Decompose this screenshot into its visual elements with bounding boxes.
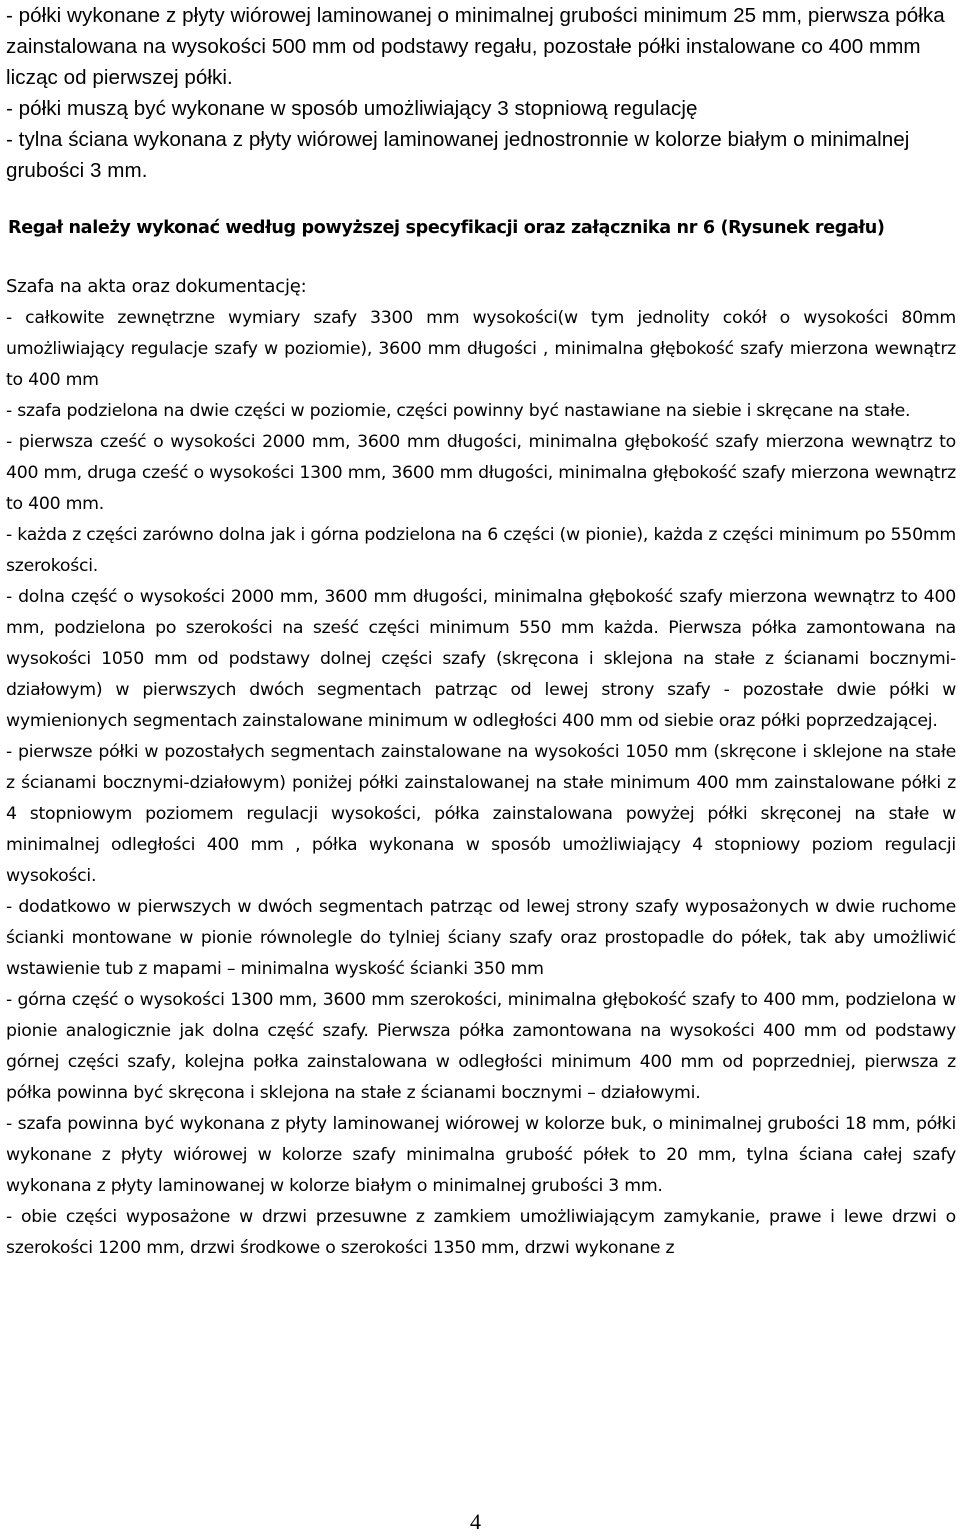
spec-paragraph: - tylna ściana wykonana z płyty wiórowej laminowanej jednostronnie w kolorze białym o minimalnej grubości 3 mm. bbox=[6, 128, 910, 182]
spec-paragraph: - półki wykonane z płyty wiórowej laminowanej o minimalnej grubości minimum 25 mm, pierwsza półka zainstalowana na wysokości 500 mm od podstawy regału, pozostałe półki instalowane co 400 mmm licząc od pierwszej półki. bbox=[6, 4, 945, 89]
shelf-spec-block bbox=[6, 0, 954, 186]
spec-paragraph: - obie części wyposażone w drzwi przesuwne z zamkiem umożliwiającym zamykanie, prawe i lewe drzwi o szerokości 1200 mm, drzwi środkowe o szerokości 1350 mm, drzwi wykonane z bbox=[6, 1207, 956, 1258]
spec-paragraph: - górna część o wysokości 1300 mm, 3600 mm szerokości, minimalna głębokość szafy to 400 mm, podzielona w pionie analogicznie jak dolna część szafy. Pierwsza półka zamontowana na wysokości 400 mm od podstawy górnej części szafy, kolejna połka zainstalowana w odległości minimum 400 mm od poprzedniej, pierwsza z półka powinna być skręcona i sklejona na stałe z ścianami bocznymi – działowymi. bbox=[6, 990, 956, 1103]
spec-paragraph: - szafa powinna być wykonana z płyty laminowanej wiórowej w kolorze buk, o minimalnej grubości 18 mm, półki wykonane z płyty wiórowej w kolorze szafy minimalna grubość półek to 20 mm, tylna ściana całej szafy wykonana z płyty laminowanej w kolorze białym o minimalnej grubości 3 mm. bbox=[6, 1114, 956, 1196]
page-number: 4 bbox=[470, 1509, 481, 1534]
bold-notice: Regał należy wykonać według powyższej specyfikacji oraz załącznika nr 6 (Rysunek regału) bbox=[8, 218, 885, 238]
spec-paragraph: - dolna część o wysokości 2000 mm, 3600 mm długości, minimalna głębokość szafy mierzona wewnątrz to 400 mm, podzielona po szerokości na sześć części minimum 550 mm każda. Pierwsza półka zamontowana na wysokości 1050 mm od podstawy dolnej części szafy (skręcona i sklejona na stałe z ścianami bocznymi-działowym) w pierwszych dwóch segmentach patrząc od lewej strony szafy - pozostałe dwie półki w wymienionych segmentach zainstalowane minimum w odległości 400 mm od siebie oraz półki poprzedzającej. bbox=[6, 587, 956, 731]
spec-paragraph: - dodatkowo w pierwszych w dwóch segmentach patrząc od lewej strony szafy wyposażonych w dwie ruchome ścianki montowane w pionie równolegle do tylniej ściany szafy oraz prostopadle do półek, tak aby umożliwić wstawienie tub z mapami – minimalna wyskość ścianki 350 mm bbox=[6, 897, 956, 979]
cabinet-spec-block bbox=[6, 303, 956, 1264]
spec-paragraph: - półki muszą być wykonane w sposób umożliwiający 3 stopniową regulację bbox=[6, 97, 698, 120]
spec-paragraph: - pierwsze półki w pozostałych segmentach zainstalowane na wysokości 1050 mm (skręcone i sklejone na stałe z ścianami bocznymi-działowym) poniżej półki zainstalowanej na stałe minimum 400 mm zainstalowane półki z 4 stopniowym poziomem regulacji wysokości, półka zainstalowana powyżej półki skręconej na stałe w minimalnej odległości 400 mm , półka wykonana w sposób umożliwiający 4 stopniowy poziom regulacji wysokości. bbox=[6, 742, 956, 886]
spec-paragraph: - pierwsza cześć o wysokości 2000 mm, 3600 mm długości, minimalna głębokość szafy mierzona wewnątrz to 400 mm, druga cześć o wysokości 1300 mm, 3600 mm długości, minimalna głębokość szafy mierzona wewnątrz to 400 mm. bbox=[6, 432, 956, 514]
section-title: Szafa na akta oraz dokumentację: bbox=[6, 276, 307, 297]
spec-paragraph: - całkowite zewnętrzne wymiary szafy 3300 mm wysokości(w tym jednolity cokół o wysokości 80mm umożliwiający regulacje szafy w poziomie), 3600 mm długości , minimalna głębokość szafy mierzona wewnątrz to 400 mm bbox=[6, 308, 956, 390]
spec-paragraph: - każda z części zarówno dolna jak i górna podzielona na 6 części (w pionie), każda z części minimum po 550mm szerokości. bbox=[6, 525, 956, 576]
spec-paragraph: - szafa podzielona na dwie części w poziomie, części powinny być nastawiane na siebie i skręcane na stałe. bbox=[6, 401, 911, 421]
